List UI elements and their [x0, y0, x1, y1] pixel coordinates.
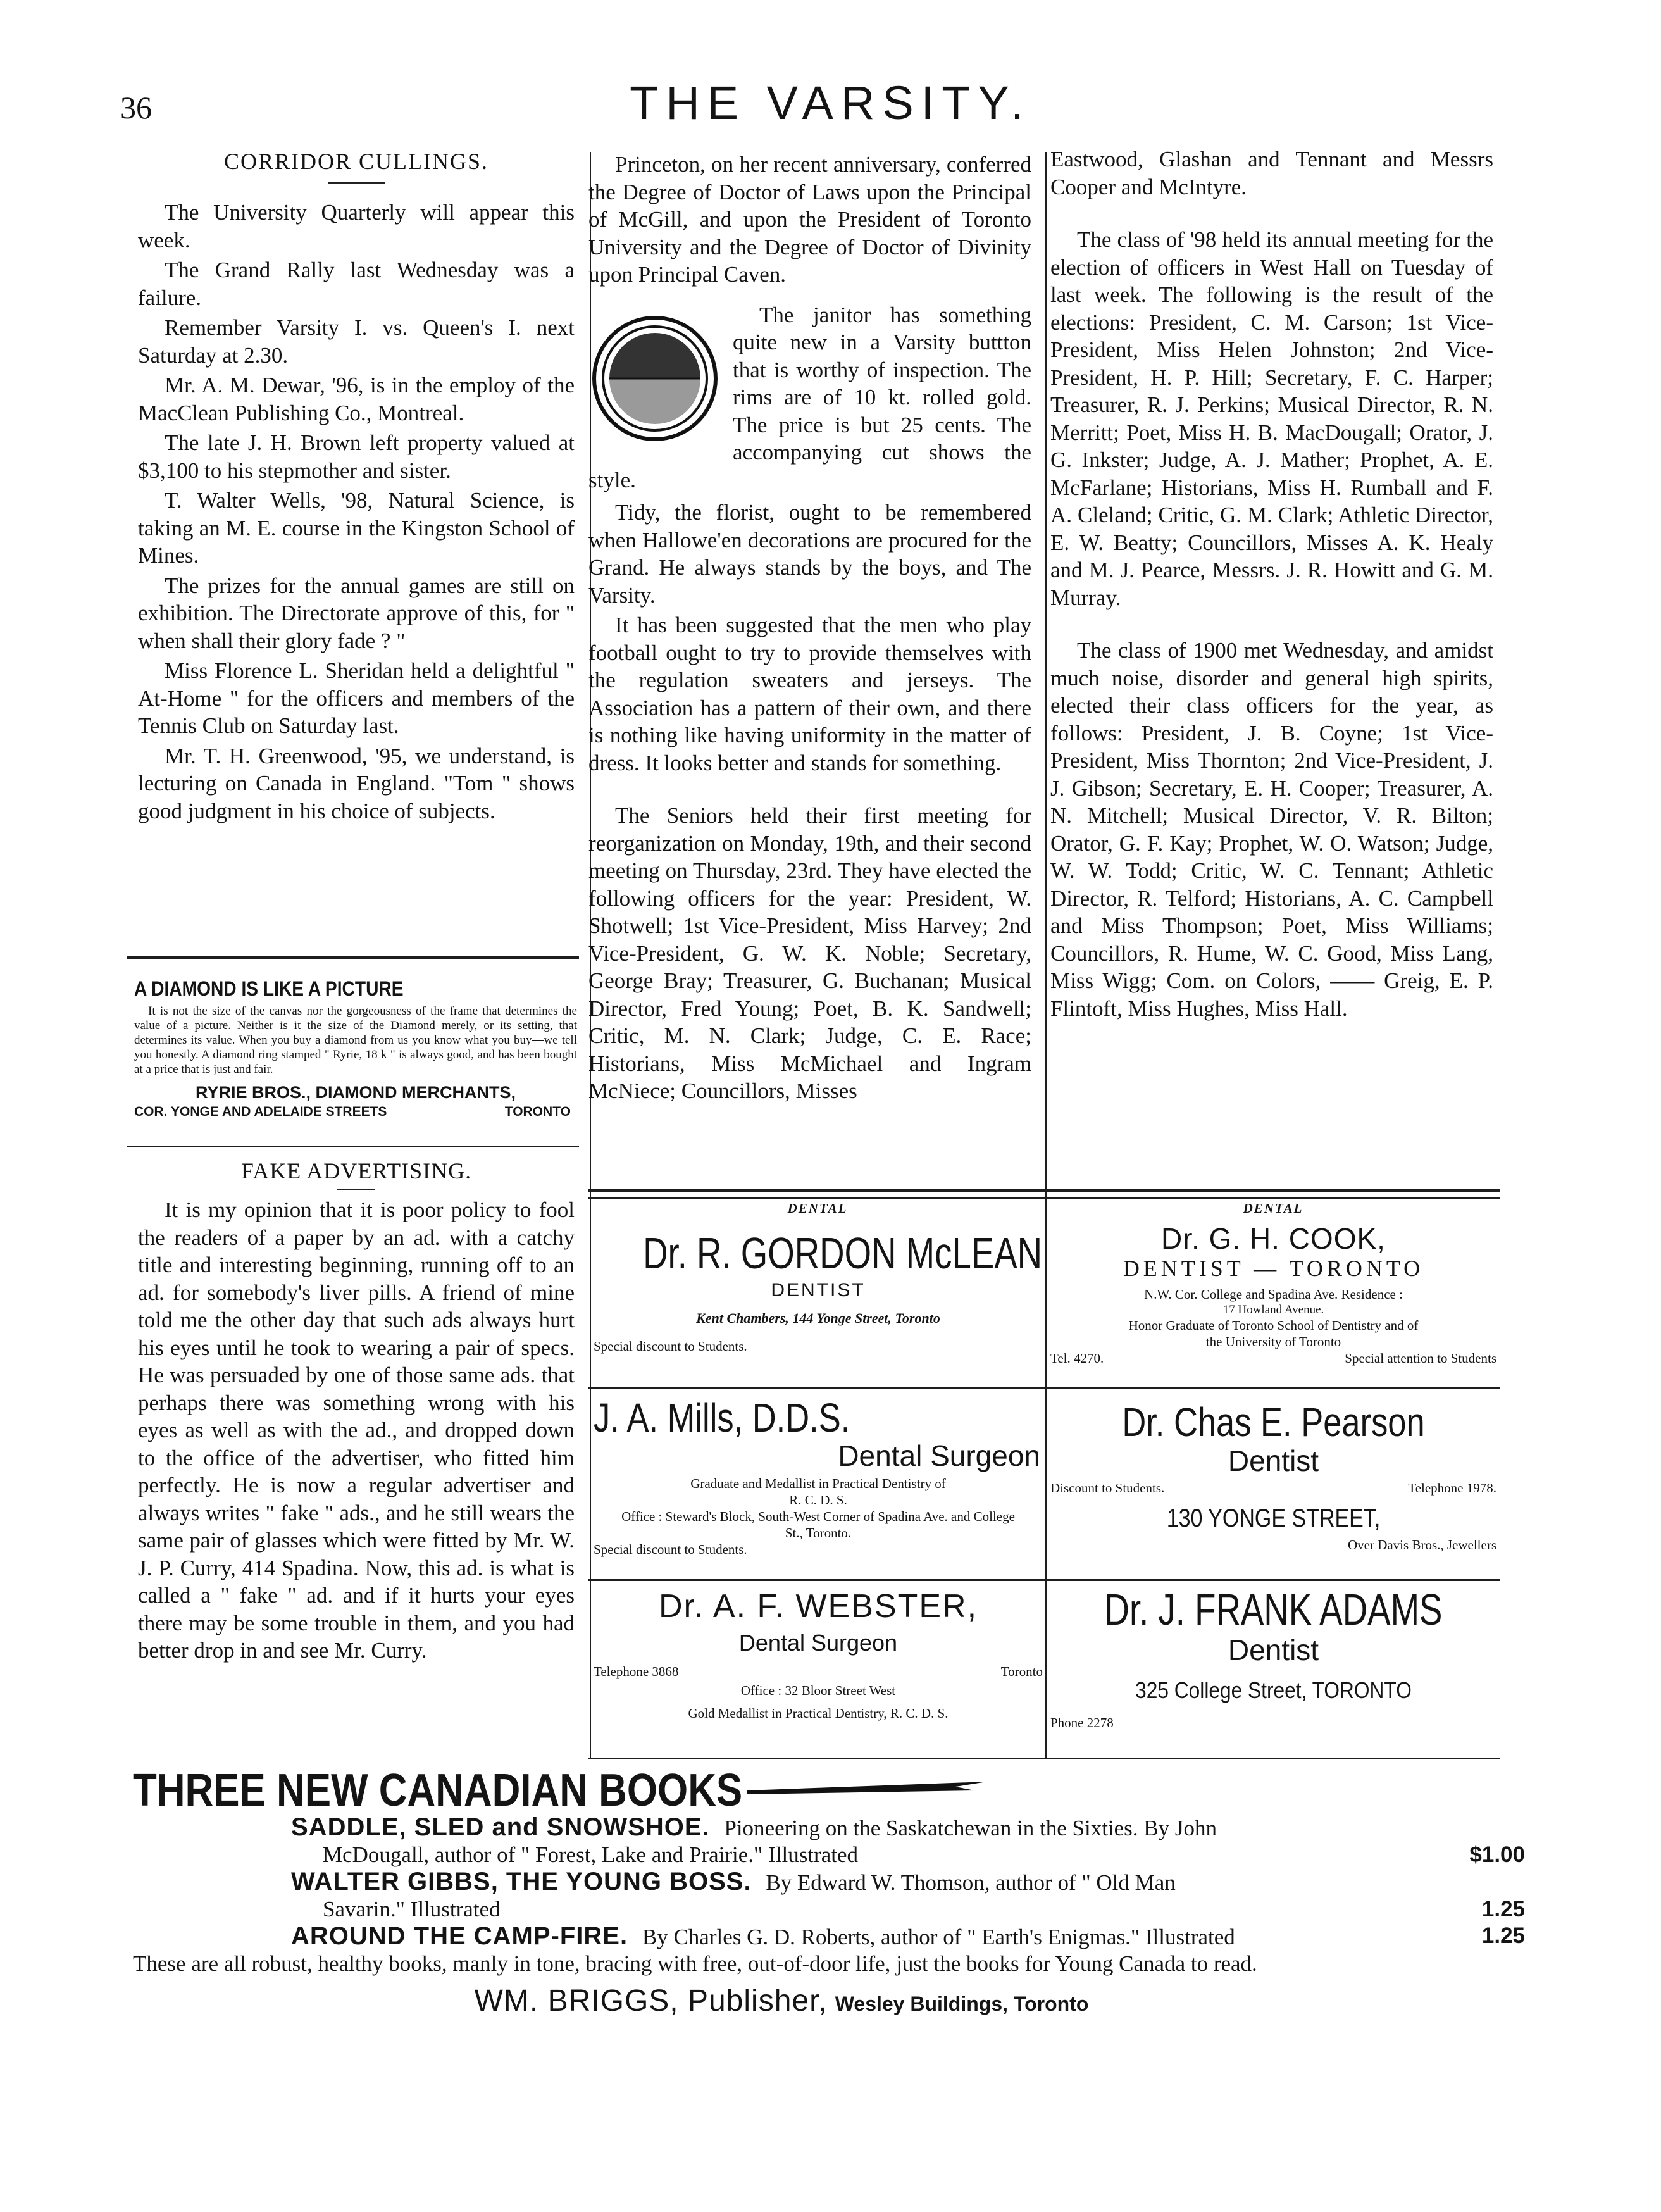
- ad-rule-top: [127, 956, 579, 959]
- heading-divider: [337, 1189, 375, 1190]
- column-three: [1050, 146, 1493, 1022]
- book-1-price: $1.00: [1469, 1842, 1525, 1867]
- cook-line-2: 17 Howland Avenue.: [1222, 1303, 1324, 1316]
- mills-line-2: R. C. D. S.: [789, 1492, 847, 1508]
- dental-rule-bottom: [588, 1758, 1500, 1759]
- culling-item: The prizes for the annual games are still on exhibition. The Directorate approve of this, for " when shall their glory fade ? ": [138, 573, 575, 653]
- adams-name: Dr. J. FRANK ADAMS: [1104, 1585, 1443, 1634]
- books-tagline: These are all robust, healthy books, manly in tone, bracing with free, out-of-door life, just the books for Young Canada to read.: [133, 1951, 1257, 1976]
- publisher-address: Wesley Buildings, Toronto: [835, 1992, 1089, 2015]
- dental-row-rule-1: [588, 1387, 1500, 1389]
- adams-title: Dentist: [1228, 1634, 1319, 1666]
- fake-advertising-heading: FAKE ADVERTISING.: [240, 1158, 472, 1184]
- dental-label-left: DENTAL: [787, 1201, 848, 1216]
- webster-name: Dr. A. F. WEBSTER,: [658, 1588, 978, 1625]
- webster-office: Office : 32 Bloor Street West: [740, 1683, 896, 1698]
- varsity-button-illustration: [588, 309, 721, 448]
- eastwood-continuation: Eastwood, Glashan and Tennant and Messrs Cooper and McIntyre.: [1050, 147, 1493, 199]
- book-3-price: 1.25: [1481, 1923, 1525, 1948]
- masthead: THE VARSITY.: [630, 77, 1031, 129]
- florist-paragraph: Tidy, the florist, ought to be remembered when Hallowe'en decorations are procured for the Grand. He always stands by the boys, and The Varsity.: [588, 500, 1031, 608]
- pearson-dental-ad: [1050, 1400, 1496, 1553]
- fake-advertising-article: [138, 1157, 575, 1665]
- pearson-over: Over Davis Bros., Jewellers: [1347, 1537, 1496, 1553]
- pearson-title: Dentist: [1228, 1444, 1319, 1477]
- corridor-cullings-items: [138, 199, 575, 825]
- class-98-paragraph: The class of '98 held its annual meeting for the election of officers in West Hall on Tuesday of last week. The following is the result of the elections: President, C. M. Carson; 1st Vice-President, Miss Helen Johnston; 2nd Vice-President, H. P. Hill; Secretary, F. C. Harper; Treasurer, R. J. Perkins; Musical Director, R. N. Merritt; Poet, Miss H. B. MacDougall; Orator, J. G. Inkster; Judge, A. J. Mather; Prophet, A. E. McFarlane; Historians, Miss H. Rumball and F. A. Cleland; Critic, G. M. Clark; Athletic Director, E. W. Beatty; Councillors, Misses A. K. Healy and M. J. Pearce, Messrs. J. R. Howitt and G. M. Murray.: [1050, 227, 1493, 610]
- webster-gold: Gold Medallist in Practical Dentistry, R. C. D. S.: [688, 1706, 949, 1721]
- book-2-title: WALTER GIBBS, THE YOUNG BOSS.: [291, 1868, 752, 1896]
- book-2-text-2: Savarin." Illustrated: [323, 1897, 501, 1921]
- ryrie-ad-title: A DIAMOND IS LIKE A PICTURE: [134, 977, 404, 1000]
- mills-name: J. A. Mills, D.D.S.: [594, 1395, 850, 1440]
- culling-item: The late J. H. Brown left property valued at $3,100 to his stepmother and sister.: [138, 430, 575, 483]
- book-3-text: By Charles G. D. Roberts, author of " Earth's Enigmas." Illustrated: [642, 1925, 1235, 1949]
- culling-item: T. Walter Wells, '98, Natural Science, is taking an M. E. course in the Kingston School of Mines.: [138, 488, 575, 568]
- webster-telephone: Telephone 3868: [594, 1664, 679, 1679]
- culling-item: The Grand Rally last Wednesday was a failure.: [138, 258, 575, 310]
- culling-item: Mr. A. M. Dewar, '96, is in the employ of the MacClean Publishing Co., Montreal.: [138, 373, 575, 425]
- cook-sub: DENTIST — TORONTO: [1123, 1256, 1424, 1281]
- books-heading: THREE NEW CANADIAN BOOKS: [133, 1765, 743, 1816]
- webster-dental-ad: [594, 1587, 1043, 1721]
- dental-row-rule-2: [588, 1579, 1500, 1581]
- book-2-price: 1.25: [1481, 1897, 1525, 1921]
- mclean-name: Dr. R. GORDON McLEAN: [643, 1228, 1043, 1278]
- heading-divider: [328, 182, 385, 184]
- page-number: 36: [120, 90, 152, 125]
- culling-item: The University Quarterly will appear this week.: [138, 200, 575, 253]
- column-rule-2: [1045, 152, 1047, 1759]
- ryrie-advertisement: [134, 976, 577, 1120]
- mclean-title: DENTIST: [771, 1280, 866, 1301]
- ryrie-ad-address: COR. YONGE AND ADELAIDE STREETS: [134, 1104, 387, 1119]
- corridor-cullings-column: [138, 147, 575, 825]
- ryrie-ad-city: TORONTO: [504, 1104, 571, 1119]
- cook-note: Special attention to Students: [1345, 1351, 1496, 1366]
- mills-line-1: Graduate and Medallist in Practical Dentistry of: [690, 1476, 946, 1491]
- adams-street: 325 College Street, TORONTO: [1135, 1677, 1412, 1703]
- seniors-paragraph: The Seniors held their first meeting for reorganization on Monday, 19th, and their second meeting on Thursday, 23rd. They have elected the following officers for the year: President, W. Shotwell; 1st Vice-President, Miss Harvey; 2nd Vice-President, G. W. K. Noble; Secretary, George Bray; Treasurer, G. Buchanan; Musical Director, Fred Young; Poet, B. K. Sandwell; Critic, M. N. Clark; Judge, C. E. Race; Historians, Miss McMichael and Ingram McNiece; Councillors, Misses: [588, 803, 1031, 1103]
- culling-item: Miss Florence L. Sheridan held a delightful " At-Home " for the officers and members of the Tennis Club on Saturday last.: [138, 658, 575, 738]
- decorative-pen-stroke: [747, 1778, 987, 1803]
- princeton-paragraph: Princeton, on her recent anniversary, conferred the Degree of Doctor of Laws upon the Principal of McGill, and upon the President of Toronto University and the Degree of Doctor of Divinity upon Principal Caven.: [588, 152, 1031, 287]
- cook-line-4: the University of Toronto: [1205, 1334, 1341, 1349]
- book-1-title: SADDLE, SLED and SNOWSHOE.: [291, 1813, 710, 1841]
- book-1-text: Pioneering on the Saskatchewan in the Sixties. By John: [724, 1816, 1217, 1840]
- cook-tel: Tel. 4270.: [1050, 1351, 1104, 1366]
- cook-line-1: N.W. Cor. College and Spadina Ave. Residence :: [1144, 1287, 1403, 1302]
- pearson-telephone: Telephone 1978.: [1408, 1480, 1496, 1496]
- cook-dental-ad: [1050, 1222, 1496, 1366]
- adams-phone: Phone 2278: [1050, 1715, 1114, 1730]
- publisher-name: WM. BRIGGS, Publisher,: [474, 1984, 828, 2018]
- cook-line-3: Honor Graduate of Toronto School of Dentistry and of: [1128, 1318, 1419, 1333]
- cook-name: Dr. G. H. COOK,: [1161, 1222, 1386, 1255]
- dental-rule-top-thin: [588, 1197, 1500, 1199]
- pearson-name: Dr. Chas E. Pearson: [1122, 1399, 1425, 1445]
- webster-city: Toronto: [1000, 1664, 1043, 1679]
- mills-dental-ad: [594, 1396, 1043, 1558]
- mills-title: Dental Surgeon: [838, 1439, 1040, 1472]
- book-3-title: AROUND THE CAMP-FIRE.: [291, 1922, 628, 1950]
- culling-item: Remember Varsity I. vs. Queen's I. next Saturday at 2.30.: [138, 315, 575, 368]
- mclean-note: Special discount to Students.: [594, 1339, 747, 1354]
- culling-item: Mr. T. H. Greenwood, '95, we understand, is lecturing on Canada in England. "Tom " shows good judgment in his choice of subjects.: [138, 743, 575, 823]
- mclean-address: Kent Chambers, 144 Yonge Street, Toronto: [696, 1310, 940, 1326]
- dental-label-right: DENTAL: [1243, 1201, 1303, 1216]
- mills-note: Special discount to Students.: [594, 1542, 747, 1557]
- football-paragraph: It has been suggested that the men who play football ought to try to provide themselves with the regulation sweaters and jerseys. The Association has a pattern of their own, and there is nothing like having uniformity in the matter of dress. It looks better and stands for something.: [588, 613, 1031, 775]
- adams-dental-ad: [1050, 1585, 1496, 1731]
- column-two: [588, 151, 1031, 1105]
- book-1-text-2: McDougall, author of " Forest, Lake and Prairie." Illustrated: [323, 1842, 858, 1867]
- ryrie-ad-firm: RYRIE BROS., DIAMOND MERCHANTS,: [195, 1083, 516, 1102]
- mills-line-3: Office : Steward's Block, South-West Corner of Spadina Ave. and College St., Toronto.: [621, 1509, 1015, 1540]
- pearson-discount: Discount to Students.: [1050, 1480, 1165, 1496]
- corridor-cullings-heading: CORRIDOR CULLINGS.: [223, 149, 489, 174]
- dental-rule-top: [588, 1189, 1500, 1192]
- books-advertisement: [133, 1765, 1525, 2018]
- book-2-text: By Edward W. Thomson, author of " Old Man: [766, 1870, 1176, 1895]
- mclean-dental-ad: [594, 1229, 1043, 1354]
- pearson-street: 130 YONGE STREET,: [1166, 1504, 1381, 1532]
- class-1900-paragraph: The class of 1900 met Wednesday, and amidst much noise, disorder and general high spirits, elected their class officers for the year, as follows: President, J. B. Coyne; 1st Vice-President, Miss Thornton; 2nd Vice-President, J. J. Gibson; Secretary, E. H. Cooper; Treasurer, A. N. Mitchell; Musical Director, V. R. Bilton; Orator, G. F. Kay; Prophet, W. O. Watson; Judge, W. W. Todd; Critic, W. C. Tennant; Athletic Director, R. Telford; Historians, A. C. Campbell and Miss Thompson; Poet, Miss Williams; Councillors, R. Hume, W. C. Good, Miss Lang, Miss Wigg; Com. on Colors, —— Greig, E. P. Flintoft, Miss Hughes, Miss Hall.: [1050, 638, 1493, 1021]
- janitor-paragraph: The janitor has something quite new in a Varsity buttton that is worthy of inspection. The rims are of 10 kt. rolled gold. The price is but 25 cents. The accompanying cut shows the style.: [588, 302, 1031, 492]
- webster-title: Dental Surgeon: [738, 1630, 898, 1656]
- ad-rule-bottom: [127, 1146, 579, 1147]
- ryrie-ad-body: It is not the size of the canvas nor the gorgeousness of the frame that determines the value of a picture. Neither is it the size of the Diamond merely, or its setting, that determines its value. When you buy a diamond from us you know what you buy—we tell you honestly. A diamond ring stamped " Ryrie, 18 k " is always good, and has been bought at a price that is just and fair.: [134, 1004, 577, 1076]
- fake-advertising-body: It is my opinion that it is poor policy to fool the readers of a paper by an ad. with a catchy title and interesting beginning, running off to an ad. for somebody's liver pills. A friend of mine told me the other day that such ads always hurt his eyes until he took to wearing a pair of specs. He was persuaded by one of those same ads. that perhaps there was something wrong with his eyes as well as with the ad., and dropped down to the office of the advertiser, who fitted him perfectly. He is now a regular advertiser and always writes " fake " ads., and he still wears the same pair of glasses which were fitted by Mr. W. J. P. Curry, 414 Spadina. Now, this ad. is what is called a " fake " ad. and if it hurts your eyes there may be some trouble in them, and you had better drop in and see Mr. Curry.: [138, 1197, 575, 1663]
